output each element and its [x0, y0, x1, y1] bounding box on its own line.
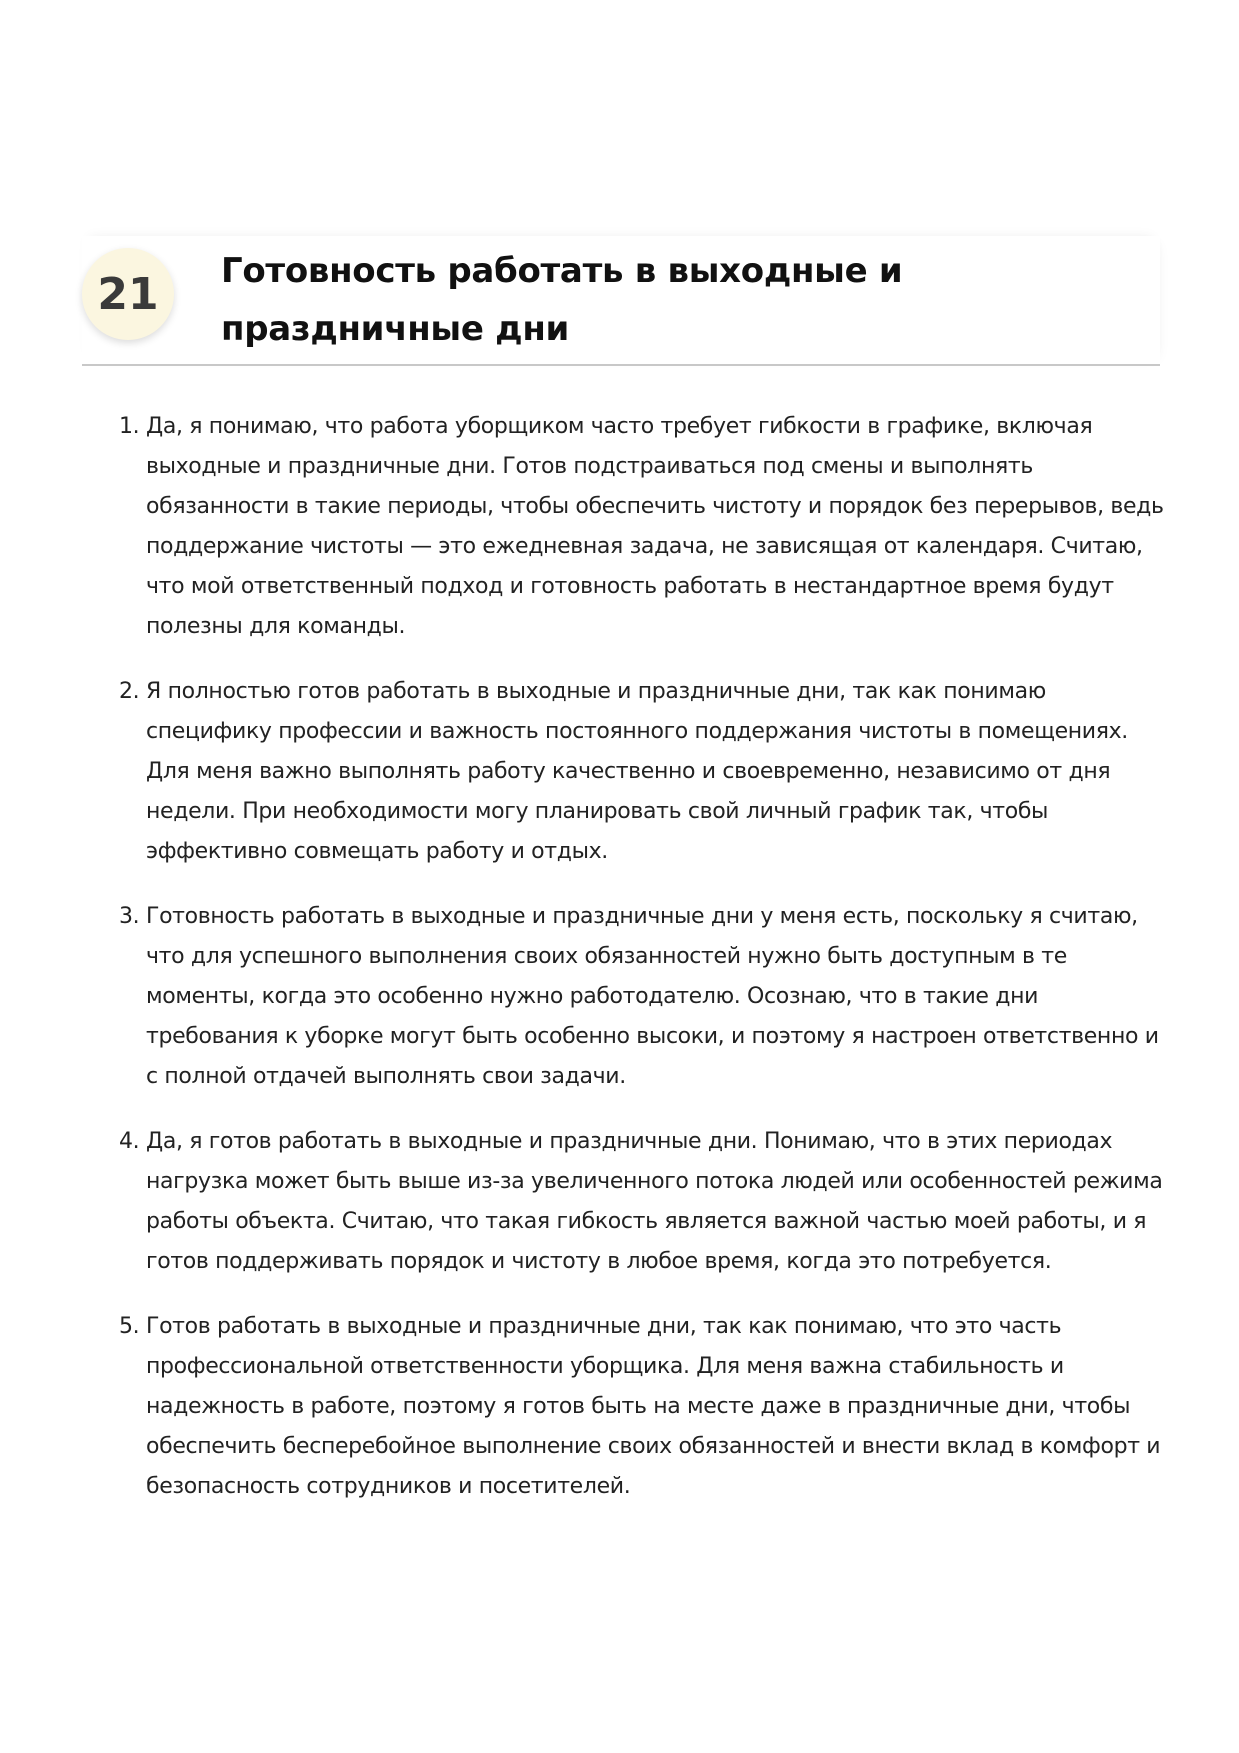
section-header [82, 236, 1160, 366]
answer-item [116, 897, 1166, 1097]
answer-item [116, 407, 1166, 647]
answer-number: 2. [119, 679, 140, 704]
answer-number: 5. [119, 1314, 140, 1339]
answer-text: Я полностью готов работать в выходные и праздничные дни, так как понимаю специфику профессии и важность постоянного поддержания чистоты в помещениях. Для меня важно выполнять работу качественно и своевременно, независимо от дня недели. При необходимости могу планировать свой личный график так, чтобы эффективно совмещать работу и отдых. [146, 679, 1128, 864]
answer-text: Готовность работать в выходные и праздничные дни у меня есть, поскольку я считаю, что для успешного выполнения своих обязанностей нужно быть доступным в те моменты, когда это особенно нужно работодателю. Осознаю, что в такие дни требования к уборке могут быть особенно высоки, и поэтому я настроен ответственно и с полной отдачей выполнять свои задачи. [146, 904, 1159, 1089]
answer-number: 3. [119, 904, 140, 929]
answer-number: 4. [119, 1129, 140, 1154]
answer-number: 1. [119, 414, 140, 439]
section-number-badge: 21 [82, 248, 174, 340]
answer-list [116, 407, 1166, 1532]
answer-item [116, 1122, 1166, 1282]
section-title: Готовность работать в выходные и праздничные дни [221, 251, 903, 349]
answer-text: Готов работать в выходные и праздничные дни, так как понимаю, что это часть профессиональной ответственности уборщика. Для меня важна стабильность и надежность в работе, поэтому я готов быть на месте даже в праздничные дни, чтобы обеспечить бесперебойное выполнение своих обязанностей и внести вклад в комфорт и безопасность сотрудников и посетителей. [146, 1314, 1161, 1499]
answer-text: Да, я готов работать в выходные и праздничные дни. Понимаю, что в этих периодах нагрузка может быть выше из-за увеличенного потока людей или особенностей режима работы объекта. Считаю, что такая гибкость является важной частью моей работы, и я готов поддерживать порядок и чистоту в любое время, когда это потребуется. [146, 1129, 1163, 1274]
answer-item [116, 672, 1166, 872]
answer-item [116, 1307, 1166, 1507]
answer-text: Да, я понимаю, что работа уборщиком часто требует гибкости в графике, включая выходные и праздничные дни. Готов подстраиваться под смены и выполнять обязанности в такие периоды, чтобы обеспечить чистоту и порядок без перерывов, ведь поддержание чистоты — это ежедневная задача, не зависящая от календаря. Считаю, что мой ответственный подход и готовность работать в нестандартное время будут полезны для команды. [146, 414, 1164, 639]
